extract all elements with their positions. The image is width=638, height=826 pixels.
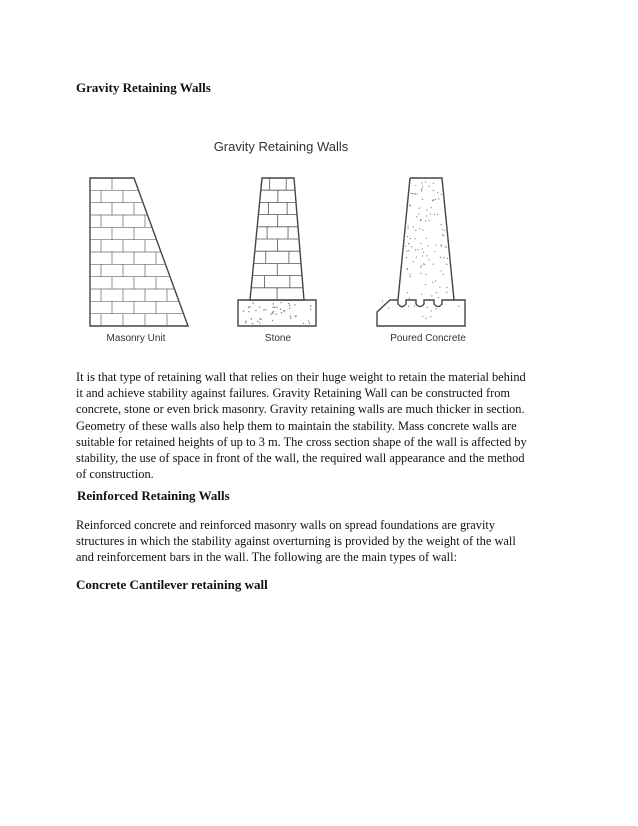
- figure-title: Gravity Retaining Walls: [213, 139, 349, 154]
- concrete-wall-drawing: [377, 178, 465, 326]
- paragraph-line: structures in which the stability against overturning is provided by the weight of the wall: [76, 534, 516, 549]
- paragraph-line: it and achieve stability against failures. Gravity Retaining Wall can be constructed from: [76, 386, 511, 401]
- gravity-walls-diagram: [76, 134, 486, 346]
- paragraph-reinforced-walls: [76, 517, 576, 566]
- section-heading-gravity: Gravity Retaining Walls: [76, 80, 211, 95]
- paragraph-line: concrete, stone or even brick masonry. Gravity retaining walls are much thicker in section.: [76, 402, 525, 417]
- paragraph-line: stability, the use of space in front of the wall, the required wall appearance and the method: [76, 451, 525, 466]
- gravity-walls-figure: [76, 134, 486, 346]
- section-heading-cantilever: Concrete Cantilever retaining wall: [76, 577, 268, 592]
- label-masonry-unit: Masonry Unit: [106, 333, 166, 344]
- paragraph-line: and reinforcement bars in the wall. The following are the main types of wall:: [76, 550, 458, 565]
- label-poured-concrete: Poured Concrete: [390, 333, 466, 344]
- paragraph-line: suitable for retained heights of up to 3 m. The cross section shape of the wall is affected by: [76, 434, 527, 449]
- paragraph-line: Reinforced concrete and reinforced masonry walls on spread foundations are gravity: [76, 518, 496, 532]
- paragraph-gravity-walls: [76, 369, 576, 482]
- paragraph-line: Geometry of these walls also help them to maintain the stability. Mass concrete walls are: [76, 418, 517, 433]
- paragraph-line: It is that type of retaining wall that relies on their huge weight to retain the material behind: [76, 370, 526, 384]
- paragraph-line: of construction.: [76, 467, 154, 482]
- label-stone: Stone: [264, 333, 292, 344]
- stone-wall-drawing: [238, 178, 316, 326]
- masonry-wall-drawing: [90, 178, 188, 326]
- section-heading-reinforced: Reinforced Retaining Walls: [77, 488, 230, 503]
